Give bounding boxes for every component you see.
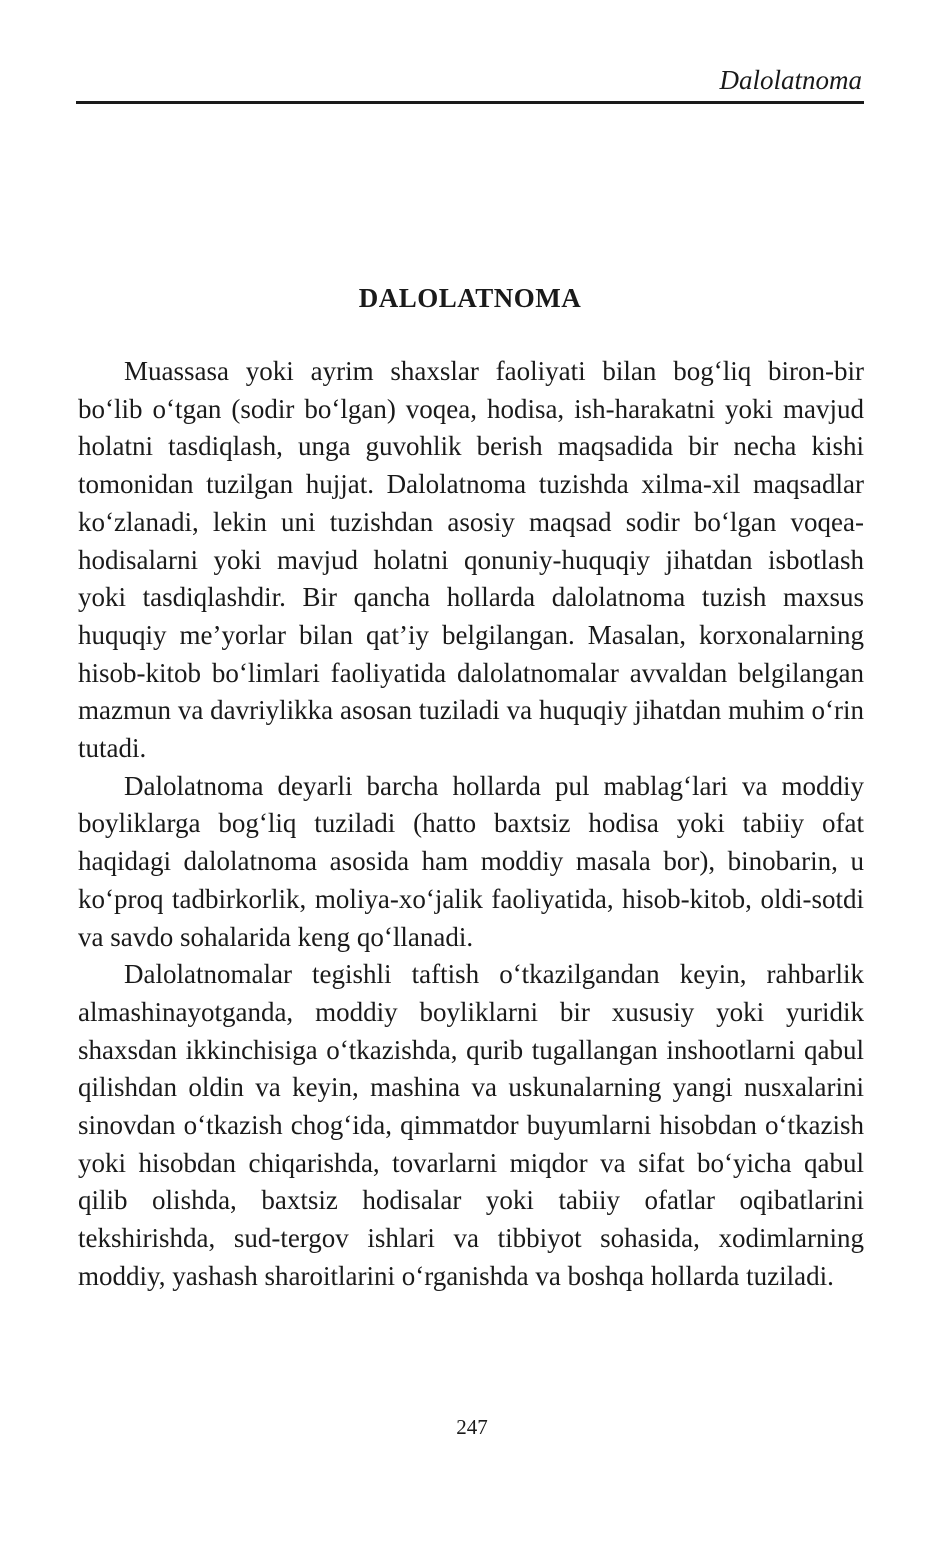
paragraph-2: Dalolatnoma deyarli barcha hollarda pul mablag‘lari va moddiy boyliklarga bog‘liq tuziladi (hatto baxtsiz hodisa yoki tabiiy ofat haqidagi dalolatnoma asosida ham moddiy masala bor), binobarin, u ko‘proq tadbirkorlik, moliya-xo‘jalik faoliyatida, hisob-kitob, oldi-sotdi va savdo sohalarida keng qo‘llanadi. (78, 770, 864, 952)
paragraph-1: Muassasa yoki ayrim shaxslar faoliyati bilan bog‘liq biron-bir bo‘lib o‘tgan (sodir bo‘lgan) voqea, hodisa, ish-harakatni yoki mavjud holatni tasdiqlash, unga guvohlik berish maqsadida bir necha kishi tomonidan tuzilgan hujjat. Dalolatnoma tuzishda xilma-xil maqsadlar ko‘zlanadi, lekin uni tuzishdan asosiy maqsad sodir bo‘lgan voqea-hodisalarni yoki mavjud holatni qonuniy-huquqiy jihatdan isbotlash yoki tasdiqlashdir. Bir qancha hollarda dalolatnoma tuzish maxsus huquqiy me’yorlar bilan qat’iy belgilangan. Masalan, korxonalarning hisob-kitob bo‘limlari faoliyatida dalolatnomalar avvaldan belgilangan mazmun va davriylikka asosan tuziladi va huquqiy jihatdan muhim o‘rin tutadi. (78, 356, 864, 764)
page-number: 247 (456, 1415, 488, 1439)
running-header-title: Dalolatnoma (719, 65, 862, 95)
paragraph-3: Dalolatnomalar tegishli taftish o‘tkazilgandan keyin, rahbarlik almashinayotganda, moddiy boyliklarni bir xususiy yoki yuridik shaxsdan ikkinchisiga o‘tkazishda, qurib tugallangan inshootlarni qabul qilishdan oldin va keyin, mashina va uskunalarning yangi nusxalarini sinovdan o‘tkazish chog‘ida, qimmatdor buyumlarni hisobdan o‘tkazish yoki hisobdan chiqarishda, tovarlarni miqdor va sifat bo‘yicha qabul qilib olishda, baxtsiz hodisalar yoki tabiiy ofatlar oqibatlarini tekshirishda, sud-tergov ishlari va tibbiyot sohasida, xodimlarning moddiy, yashash sharoitlarini o‘rganishda va boshqa hollarda tuziladi. (78, 959, 864, 1291)
header-rule (76, 101, 864, 104)
body-text (78, 353, 864, 1296)
chapter-title: DALOLATNOMA (358, 283, 582, 313)
